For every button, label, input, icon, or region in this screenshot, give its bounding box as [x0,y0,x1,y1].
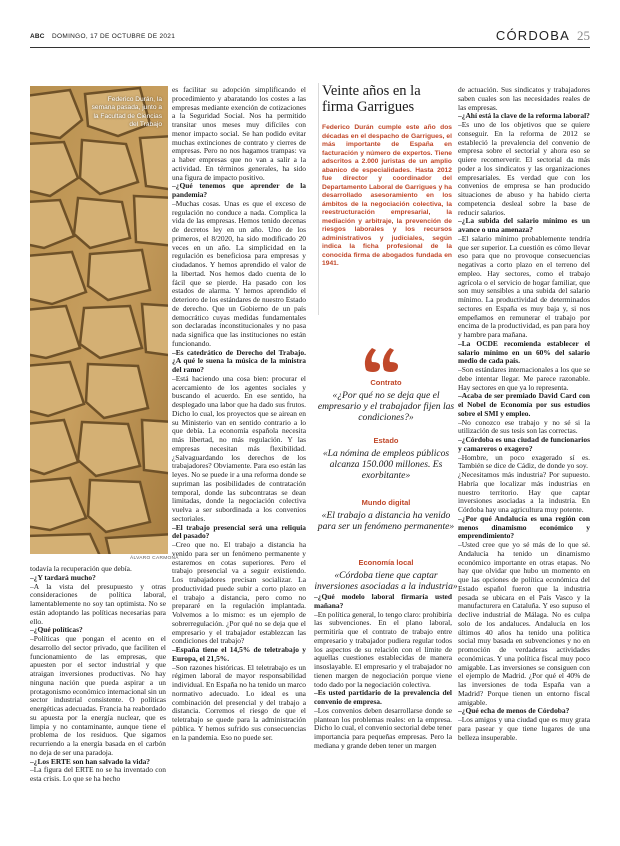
interview-question: –¿La subida del salario mínimo es un avance o una amenaza? [458,216,590,234]
sidebar-title: Veinte años en la firma Garrigues [322,83,421,115]
pull-quote-label: Contrato [370,378,402,387]
page-header [30,30,590,44]
interview-paragraph: –Políticas que pongan el acento en el desarrollo del sector privado, que faciliten el funcionamiento de las empresas, que apuesten por el sector industrial y que atraigan inversiones productivas. No hay ninguna nación que pueda aspirar a un protagonismo económico internacional sin un sector industrial consistente. O políticas energéticas adecuadas. Francia ha reabordado su apuesta por la energía nuclear, que es limpia y no contaminante, aunque tiene el problema de los residuos. Que sigamos recurriendo a la energía basada en el carbón no deja de ser una paradoja. [30,634,166,757]
interview-paragraph: –Son estándares internacionales a los que se debe intentar llegar. Me parece razonable. Hay sectores en que ya lo representa. [458,365,590,392]
pull-quote-label: Estado [373,436,399,445]
interview-question: –Es catedrático de Derecho del Trabajo. ¿A qué le suena la música de la ministra del ramo? [172,347,306,374]
pull-quote-text: «¿Por qué no se deja que el empresario y el trabajador fijen las condiciones?» [317,390,455,423]
interview-paragraph: –El salario mínimo probablemente tendría que ser superior. La cuestión es cómo llevar eso para que no provoque consecuencias negativas a corto plazo en el terreno del empleo. Hay sectores, como el trabajo agrícola o el servicio de hogar familiar, que son muy sensibles a una subida del salario mínimo. La productividad de determinados sectores en España es muy baja y, si nos empeñamos en remunerar el trabajo por encima de la productividad, es pan para hoy y hambre para mañana. [458,233,590,339]
header-rule [30,47,590,48]
sidebar-bio: Federico Durán cumple este año dos décadas en el despacho de Garrigues, el más importante de España en facturación y número de expertos. Tiene adscritos a 2.000 juristas de un amplio abanico de especialidades. Hasta 2012 fue director y coordinador del Departamento Laboral de Garrigues y ha desarrollado asesoramiento en los ámbitos de la negociación colectiva, la reestructuración empresarial, la mediación y arbitraje, la prevención de riesgos laborales y los recursos administrativos y judiciales, según indica la ficha profesional de la conocida firma de abogados fundada en 1941. [322,124,452,267]
quotation-mark-icon [362,344,402,372]
photo-caption: Federico Durán, la semana pasada, junto a la Facultad de Ciencias del Trabajo [91,96,162,128]
pull-quote [314,498,458,532]
interview-question: –El trabajo presencial será una reliquia del pasado? [172,522,306,541]
interview-paragraph: es facilitar su adopción simplificando el procedimiento y abaratando los costes a las empresas mediante exención de cotizaciones a la Seguridad Social. Nos ha permitido transitar unos meses muy difíciles con menor impacto social. Se han podido evitar muchas extinciones de contrato y cierres de empresas. Pero no nos hagamos trampas: va a haber empresas que no van a salir a la actividad. En términos generales, ha sido una figura de impacto positivo. [172,86,306,182]
interview-paragraph: –Es uno de los objetivos que se quiere conseguir. En la reforma de 2012 se estableció la prevalencia del convenio de empresa sobre el sectorial y ahora eso se quiere recomerverir. El sectorial da más poder a los sindicatos y las organizaciones empresariales. Es verdad que con los convenios de empresa se han producido situaciones de abuso y ha habido cierta competencia desleal sobre la base de reducir salarios. [458,120,590,217]
interview-question: –¿Qué modelo laboral firmaría usted mañana? [314,593,452,610]
interview-paragraph: –En política general, lo tengo claro: prohibiría las subvenciones. En el plano laboral, permitiría que el contrato de trabajo entre empresario y trabajador pudiera regular todos los aspectos de su relación con el límite de aquellas cuestiones establecidas de manera insoslayable. El empresario y el trabajador no tienen margen de negociación porque viene todo dado por la negociación colectiva. [314,609,452,689]
interview-question: –España tiene el 14,5% de teletrabajo y Europa, el 21,5%. [172,645,306,663]
stone-wall-image [30,86,168,554]
interview-paragraph: –La figura del ERTE no se ha inventado con esta crisis. Lo que se ha hecho [30,765,166,783]
interview-paragraph: –Creo que no. El trabajo a distancia ha venido para ser un fenómeno permanente y estaremos en cotas superiores. Pero el trabajo presencial va a seguir existiendo. Los trabajadores precisan socializar. La productividad puede subir a corto plazo en el trabajo a distancia, pero como no prepararé en la regulación implantada. Volvemos a lo mismo: es un ejemplo de sobrerregulación. ¿Por qué no se deja que el empresario y el trabajador establezcan las condiciones del trabajo? [172,540,306,646]
interview-question: –¿Qué tenemos que aprender de la pandemia? [172,181,306,199]
article-column-4 [458,86,590,841]
interview-paragraph: –Muchas cosas. Unas es que el exceso de regulación no conduce a nada. Complica la vida de las empresas. Hemos tenido decenas de decretos ley en un año. Uno de los primeros, el 8/2020, ha sido modificado 20 veces en un año. La simplicidad en la regulación es beneficiosa para empresas y ciudadanos. Y hemos aprendido el valor de la libertad. Nos hemos dado cuenta de lo fácil que se pierde. Ha pasado con los estados de alarma. Y hemos aprendido el deterioro de los estándares de nuestro Estado de derecho. Que un Gobierno de un país democrático cuyas medidas fundamentales son declaradas inconstitucionales y no pasa nada significa que las instituciones no están funcionando. [172,198,306,348]
interview-paragraph: –Usted cree que yo sé más de lo que sé. Andalucía ha tenido un dinamismo económico importante en otras etapas. No hay que olvidar que hubo un momento en que las opciones de política económica del Estado español fueron que la industria pesada se ubicara en el País Vasco y la manufacturera en Cataluña. Y eso supuso el declive industrial de Málaga. No es culpa solo de los andaluces. Andalucía en los últimos 40 años ha tenido una política social muy basada en subvenciones y no en promoción de verdaderas actividades económicas. Y una política fiscal muy poco amigable. Las inversiones se consiguen con el ejemplo de Madrid. ¿Por qué el 40% de las inversiones de toda España van a Madrid? Porque tienen un entorno fiscal amigable. [458,540,590,707]
photo-credit: ÁLVARO CARMONA [130,556,179,561]
pull-quote-label: Mundo digital [361,498,411,507]
interview-paragraph: –No conozco ese trabajo y no sé si la utilización de sus tesis son las correctas. [458,417,590,436]
pull-quote [314,378,458,423]
interview-paragraph: –Hombre, un poco exagerado sí es. También se dice de Cádiz, de donde yo soy. [458,452,590,471]
interview-question: –Es usted partidario de la prevalencia del convenio de empresa. [314,688,452,706]
interview-question: –¿Por qué Andalucía es una región con menos dinamismo económico y emprendimiento? [458,513,590,541]
interview-paragraph: ¿Necesitamos más industria? Por supuesto. Habría que localizar más industrias en nuestro territorio. Hay que captar inversiones asociadas a la industria. En Córdoba hay una agricultura muy potente. [458,470,590,514]
interview-question: –¿Ahí está la clave de la reforma laboral? [458,111,590,121]
interview-question: –¿Y tardará mucho? [30,572,96,582]
article-column-1 [30,565,166,841]
issue-date: DOMINGO, 17 DE OCTUBRE DE 2021 [52,33,176,40]
pull-quote [314,558,458,592]
pull-quote-text: «La nómina de empleos públicos alcanza 150.000 millones. Es exorbitante» [322,448,450,481]
interview-paragraph: –A la vista del presupuesto y otras consideraciones de política laboral, lamentablemente no soy tan optimista. No se están adoptando las políticas necesarias para ello. [30,581,166,626]
portrait-photo [30,86,168,554]
article-column-3 [314,593,452,841]
interview-paragraph: todavía la recuperación que debía. [30,565,132,573]
section-title: CÓRDOBA [495,28,570,43]
masthead-brand: ABC [30,33,45,40]
interview-question: –¿Qué políticas? [30,625,83,635]
pull-quote-label: Economía local [358,558,414,567]
pull-quote [314,436,458,481]
interview-question: –¿Qué echa de menos de Córdoba? [458,706,570,716]
interview-paragraph: –Los amigos y una ciudad que es muy grata para pasear y que tiene lugares de una belleza insuperable. [458,715,590,742]
interview-question: –La OCDE recomienda establecer el salario mínimo en un 60% del salario medio de cada país. [458,338,590,366]
pull-quote-text: «El trabajo a distancia ha venido para ser un fenómeno permanente» [317,510,455,532]
interview-paragraph: –Está haciendo una cosa bien: procurar el acercamiento de los agentes sociales y buscando el acuerdo. En ese sentido, ha desplegado una labor que ha dado sus frutos. Dicho lo cual, los proyectos que se airean en su Ministerio van en sentido contrario a lo que debía. La economía española necesita más libertad, no más regulación. Y las empresas necesitan más flexibilidad. ¿Salvaguardando los derechos de los trabajadores? Obviamente. Para eso están las leyes. No se puede ir a una reforma donde se supriman las posibilidades de contratación temporal, donde las subcontratas se dean limitadas, donde la negociación colectiva vuelva a ser subordinada a los convenios sectoriales. [172,373,306,523]
interview-question: –¿Córdoba es una ciudad de funcionarios y camareros o exagero? [458,435,590,453]
article-column-2 [172,86,306,841]
interview-paragraph: –Son razones históricas. El teletrabajo es un régimen laboral de mayor responsabilidad individual. En España no ha tenido un marco normativo adecuado. Lo ideal es una combinación del presencial y del trabajo a distancia. Corremos el riesgo de que el teletrabajo se quede para la administración pública. Y hemos sufrido sus consecuencias en la pandemia. Eso no puede ser. [172,662,306,742]
pull-quote-text: «Córdoba tiene que captar inversiones asociadas a la industria» [314,570,458,592]
page-number: 25 [577,28,590,43]
interview-question: –¿Los ERTE son han salvado la vida? [30,756,151,766]
interview-question: –Acaba de ser premiado David Card con el Nobel de Economía por sus estudios sobre el SMI y empleo. [458,391,590,418]
sidebar-divider [318,83,319,315]
interview-paragraph: –Los convenios deben desarrollarse donde se plantean los problemas reales: en la empresa. Dicho lo cual, el convenio sectorial debe tener importancia para pequeñas empresas. Pero la mediana y grande deben tener un margen [314,705,452,750]
interview-paragraph: de actuación. Sus sindicatos y trabajadores saben cuales son las necesidades reales de las empresas. [458,86,590,112]
